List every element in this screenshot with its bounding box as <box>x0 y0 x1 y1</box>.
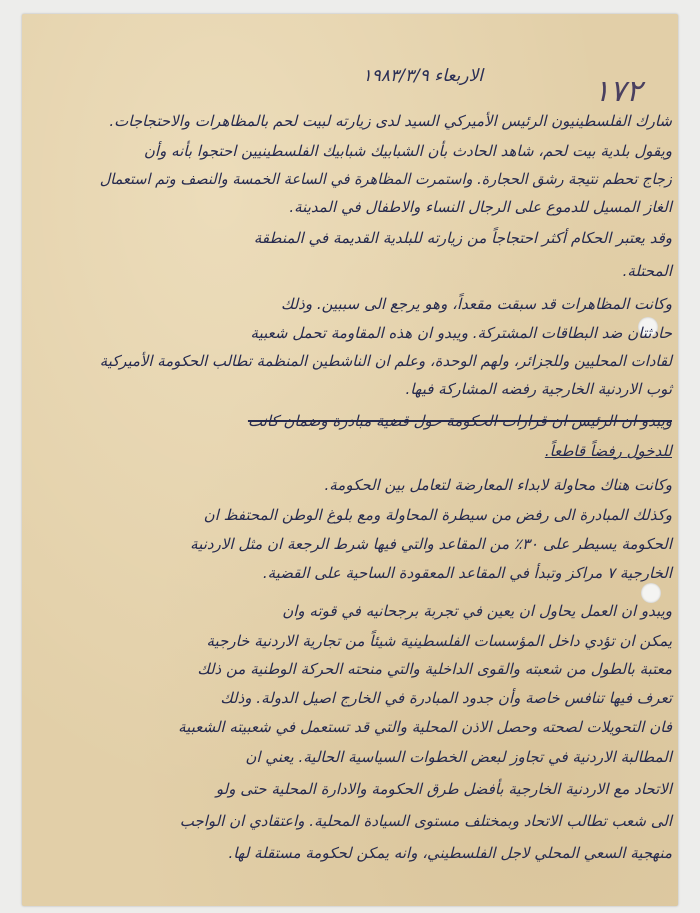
folio-number: ١٧٢ <box>593 74 642 109</box>
text-line: ويبدو ان العمل يحاول ان يعين في تجربة برجحانيه في قوته وان <box>282 602 672 620</box>
text-line: المحتلة. <box>622 262 672 280</box>
struck-text-line: ويبدو ان الرئيس ان قرارات الحكومة حول قضية مبادرة وضمان كانت <box>247 412 672 430</box>
text-line: الاتحاد مع الاردنية الخارجية بأفضل طرق الحكومة والادارة المحلية حتى ولو <box>215 780 672 798</box>
text-line: الى شعب تطالب الاتحاد وبمختلف مستوى السيادة المحلية. واعتقادي ان الواجب <box>179 812 672 830</box>
text-line: ثوب الاردنية الخارجية رفضه المشاركة فيها. <box>405 380 672 398</box>
text-line: الحكومة يسيطر على ٣٠٪ من المقاعد والتي فيها شرط الرجعة ان مثل الاردنية <box>190 535 672 553</box>
struck-text-line: للدخول رفضاً قاطعاً. <box>544 442 672 460</box>
text-line: يمكن ان تؤدي داخل المؤسسات الفلسطينية شيئاً من تجارية الاردنية خارجية <box>206 632 672 650</box>
text-line: وكانت هناك محاولة لابداء المعارضة لتعامل بين الحكومة. <box>324 476 672 494</box>
text-line: تعرف فيها تنافس خاصة وأن جدود المبادرة في الخارج اصيل الدولة. وذلك <box>220 689 672 707</box>
text-line: ويقول بلدية بيت لحم، شاهد الحادث بأن الشبابيك شبابيك الفلسطينيين احتجوا بأنه وأن <box>143 142 672 160</box>
text-line: فان التحويلات لصحته وحصل الاذن المحلية والتي قد تستعمل في شعبيته الشعبية <box>178 718 672 736</box>
text-line: منهجية السعي المحلي لاجل الفلسطيني، وانه يمكن لحكومة مستقلة لها. <box>228 844 672 862</box>
letter-page <box>22 14 678 906</box>
document-date: الاربعاء ١٩٨٣/٣/٩ <box>362 66 483 86</box>
text-line: حادثتان ضد البطاقات المشتركة. ويبدو ان هذه المقاومة تحمل شعبية <box>250 324 672 342</box>
punch-hole-lower <box>641 583 661 603</box>
text-line: الخارجية ٧ مراكز وتبدأ في المقاعد المعقودة الساحية على القضية. <box>262 564 672 582</box>
text-line: وقد يعتبر الحكام أكثر احتجاجاً من زيارته للبلدية القديمة في المنطقة <box>253 229 672 247</box>
text-line: معتبة بالطول من شعبته والقوى الداخلية والتي منحته الحركة الوطنية من ذلك <box>197 660 672 678</box>
text-line: زجاج تحطم نتيجة رشق الحجارة. واستمرت المظاهرة في الساعة الخمسة والنصف وتم استعمال <box>99 170 672 188</box>
text-line: وكانت المظاهرات قد سبقت مقعداً، وهو يرجع الى سببين. وذلك <box>280 295 672 313</box>
text-line: لقادات المحليين وللجزائر، ولهم الوحدة، وعلم ان الناشطين المنظمة تطالب الحكومة الأميركية <box>99 352 672 370</box>
text-line: المطالبة الاردنية في تجاوز لبعض الخطوات السياسية الحالية. يعني ان <box>245 748 672 766</box>
text-line: وكذلك المبادرة الى رفض من سيطرة المحاولة ومع بلوغ الوطن المحتفظ ان <box>203 506 672 524</box>
text-line: شارك الفلسطينيون الرئيس الأميركي السيد لدى زيارته لبيت لحم بالمظاهرات والاحتجاجات. <box>109 112 672 130</box>
text-line: الغاز المسيل للدموع على الرجال النساء والاطفال في المدينة. <box>289 198 672 216</box>
